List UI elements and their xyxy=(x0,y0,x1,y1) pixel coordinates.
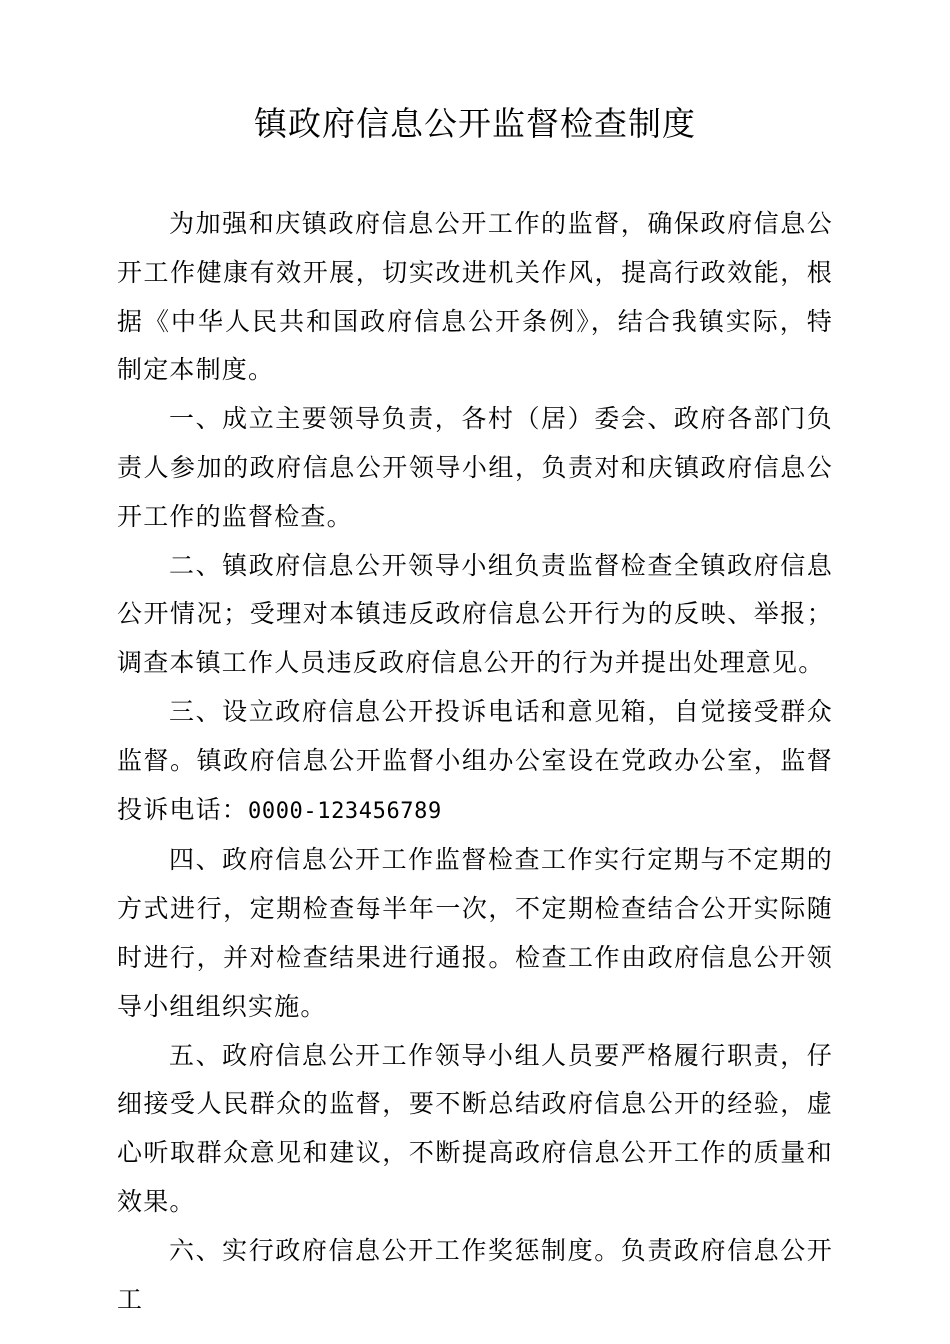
clause-2-paragraph: 二、镇政府信息公开领导小组负责监督检查全镇政府信息公开情况；受理对本镇违反政府信息公开行为的反映、举报；调查本镇工作人员违反政府信息公开的行为并提出处理意见。 xyxy=(117,550,833,678)
complaint-phone-number: 0000-123456789 xyxy=(248,798,442,824)
clause-6-paragraph: 六、实行政府信息公开工作奖惩制度。负责政府信息公开工 xyxy=(117,1235,833,1314)
clause-3-text: 三、设立政府信息公开投诉电话和意见箱，自觉接受群众监督。镇政府信息公开监督小组办公室设在党政办公室，监督投诉电话： xyxy=(117,696,833,824)
intro-paragraph: 为加强和庆镇政府信息公开工作的监督，确保政府信息公开工作健康有效开展，切实改进机关作风，提高行政效能，根据《中华人民共和国政府信息公开条例》，结合我镇实际，特制定本制度。 xyxy=(117,209,833,385)
document-body xyxy=(117,200,833,1324)
clause-5-paragraph: 五、政府信息公开工作领导小组人员要严格履行职责，仔细接受人民群众的监督，要不断总结政府信息公开的经验，虚心听取群众意见和建议，不断提高政府信息公开工作的质量和效果。 xyxy=(117,1040,833,1216)
clause-1-paragraph: 一、成立主要领导负责，各村（居）委会、政府各部门负责人参加的政府信息公开领导小组，负责对和庆镇政府信息公开工作的监督检查。 xyxy=(117,404,833,531)
clause-4-paragraph: 四、政府信息公开工作监督检查工作实行定期与不定期的方式进行，定期检查每半年一次，不定期检查结合公开实际随时进行，并对检查结果进行通报。检查工作由政府信息公开领导小组组织实施。 xyxy=(117,845,833,1021)
document-title: 镇政府信息公开监督检查制度 xyxy=(254,104,696,143)
clause-3-paragraph xyxy=(117,688,833,836)
